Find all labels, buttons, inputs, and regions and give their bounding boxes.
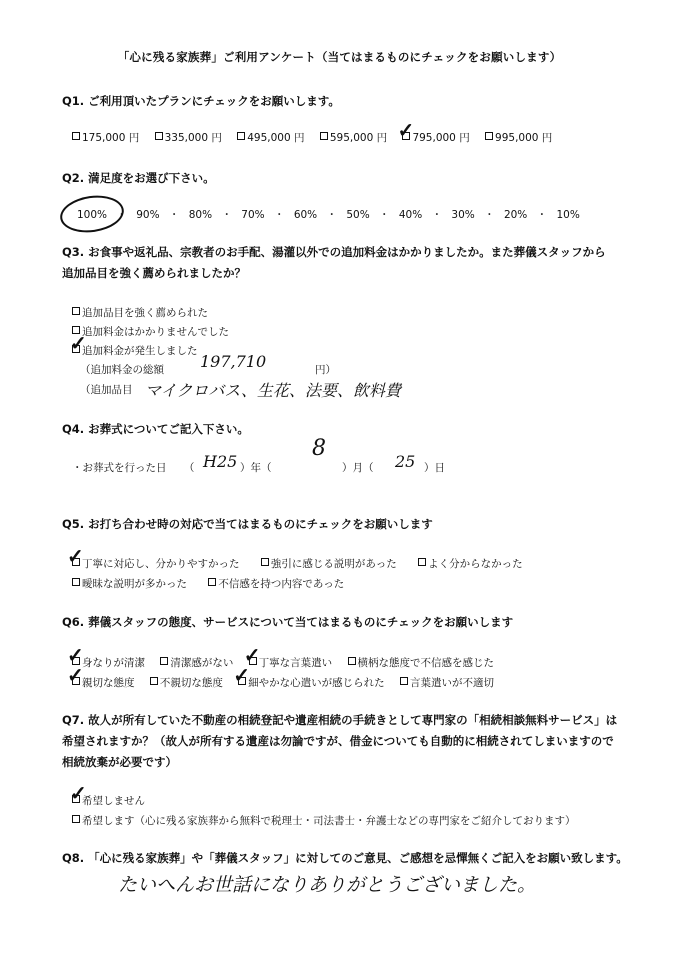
checkbox[interactable] (72, 815, 80, 823)
checkbox[interactable] (160, 657, 168, 665)
q4-day-value: 25 (395, 452, 416, 471)
q8-label: Q8. 「心に残る家族葬」や「葬儀スタッフ」に対してのご意見、ご感想を忌憚無くご記入をお願い致します。 (62, 851, 628, 865)
q2-option-60[interactable]: 60% (293, 209, 318, 221)
check-mark-icon: ✓ (70, 781, 87, 805)
q5-options-row2 (72, 576, 362, 591)
checkbox[interactable] (418, 558, 426, 566)
q1-option-2[interactable]: 335,000 円 (155, 130, 222, 145)
checkbox[interactable] (72, 578, 80, 586)
q3-option-3[interactable]: ✓ 追加料金が発生しました (70, 331, 198, 357)
q6-label: Q6. 葬儀スタッフの態度、サービスについて当てはまるものにチェックをお願いします (62, 615, 514, 629)
q4-label: Q4. お葬式についてご記入下さい。 (62, 422, 249, 436)
checkbox[interactable] (485, 132, 493, 140)
q5-option-pushy[interactable]: 強引に感じる説明があった (261, 556, 397, 571)
q3-option-2[interactable]: 追加料金はかかりませんでした (72, 324, 229, 339)
q3-total-value: 197,710 (200, 352, 267, 371)
q4-year-unit: ）年（ (240, 462, 272, 474)
q2-option-10[interactable]: 10% (556, 209, 580, 221)
q6-option-kind[interactable]: ✓ 親切な態度 (67, 663, 135, 689)
checkbox[interactable] (72, 307, 80, 315)
q5-option-polite[interactable]: ✓ 丁寧に対応し、分かりやすかった (67, 544, 240, 570)
q3-label-line2: 追加品目を強く薦められましたか？ (62, 266, 246, 280)
q3-items-value: マイクロバス、生花、法要、飲料費 (145, 381, 401, 400)
checkbox[interactable] (155, 132, 163, 140)
q4-month-value: 8 (312, 436, 326, 461)
q1-option-1[interactable]: 175,000 円 (72, 130, 139, 145)
q1-option-5[interactable]: ✓ 795,000 円 (397, 118, 470, 144)
survey-title: 「心に残る家族葬」ご利用アンケート（当てはまるものにチェックをお願いします） (117, 50, 562, 64)
q2-option-30[interactable]: 30% (451, 209, 475, 221)
q4-year-value: H25 (203, 452, 238, 471)
check-mark-icon: ✓ (397, 118, 415, 142)
checkbox[interactable] (400, 677, 408, 685)
q1-options (72, 118, 564, 145)
checkbox[interactable] (320, 132, 328, 140)
q2-option-90[interactable]: 90% (136, 209, 160, 221)
checkbox[interactable] (348, 657, 356, 665)
q3-label-line1: Q3. お食事や返礼品、宗教者のお手配、湯灌以外での追加料金はかかりましたか。また葬儀スタッフから (62, 245, 606, 259)
q6-option-thoughtful[interactable]: ✓ 細やかな心遣いが感じられた (233, 663, 385, 689)
q5-option-vague[interactable]: 曖昧な説明が多かった (72, 576, 187, 591)
checkbox[interactable] (150, 677, 158, 685)
q2-option-40[interactable]: 40% (398, 209, 423, 221)
check-mark-icon: ✓ (67, 643, 84, 667)
q5-option-distrust[interactable]: 不信感を持つ内容であった (208, 576, 344, 591)
checkbox[interactable] (208, 578, 216, 586)
q2-option-50[interactable]: 50% (346, 209, 370, 221)
q4-month-unit: ）月（ (342, 462, 374, 474)
q2-option-20[interactable]: 20% (503, 209, 528, 221)
check-mark-icon: ✓ (67, 544, 84, 568)
q5-option-unclear[interactable]: よく分からなかった (418, 556, 523, 571)
q1-option-4[interactable]: 595,000 円 (320, 130, 387, 145)
q7-label-line3: 相続放棄が必要です） (62, 755, 177, 769)
q2-option-80[interactable]: 80% (188, 209, 213, 221)
checkbox[interactable] (237, 132, 245, 140)
q2-option-100[interactable]: 100% (77, 209, 108, 221)
q4-date-row: ・お葬式を行った日 （ (72, 462, 195, 474)
q3-total-unit: 円） (315, 364, 336, 376)
q3-total-row: （追加料金の総額 (80, 364, 164, 376)
q5-label: Q5. お打ち合わせ時の対応で当てはまるものにチェックをお願いします (62, 517, 433, 531)
q3-option-1[interactable]: 追加品目を強く薦められた (72, 305, 208, 320)
q6-option-unkind[interactable]: 不親切な態度 (150, 675, 223, 690)
q8-answer: たいへんお世話になりありがとうございました。 (118, 874, 537, 896)
q6-option-clean[interactable]: ✓ 身なりが清潔 (67, 643, 145, 669)
q7-option-decline[interactable]: ✓ 希望しません (70, 781, 145, 807)
q3-items-label: （追加品目 (80, 384, 133, 396)
q1-option-3[interactable]: 495,000 円 (237, 130, 304, 145)
check-mark-icon: ✓ (67, 663, 84, 687)
q1-label: Q1. ご利用頂いたプランにチェックをお願いします。 (62, 94, 340, 108)
checkbox[interactable] (261, 558, 269, 566)
q2-options: 100% ・ 90% ・ 80% ・ 70% ・ 60% ・ 50% ・ 40% ・ 30% ・ 20% ・ 10% (77, 209, 580, 221)
q6-option-unclean[interactable]: 清潔感がない (160, 655, 233, 670)
q1-option-6[interactable]: 995,000 円 (485, 130, 552, 145)
check-mark-icon: ✓ (70, 331, 87, 355)
check-mark-icon: ✓ (233, 663, 250, 687)
q6-option-arrogant[interactable]: 横柄な態度で不信感を感じた (348, 655, 495, 670)
q4-day-unit: ）日 (424, 462, 445, 474)
checkbox[interactable] (72, 132, 80, 140)
q2-label: Q2. 満足度をお選び下さい。 (62, 171, 215, 185)
q6-options-row1 (67, 643, 506, 670)
q7-label-line1: Q7. 故人が所有していた不動産の相続登記や遺産相続の手続きとして専門家の「相続相談無料サービス」は (62, 713, 618, 727)
q6-option-improper-speech[interactable]: 言葉遣いが不適切 (400, 675, 494, 690)
check-mark-icon: ✓ (243, 643, 261, 667)
q6-option-polite-speech[interactable]: ✓ 丁寧な言葉遣い (243, 643, 333, 669)
q5-options-row1 (67, 544, 541, 571)
q7-option-request[interactable]: 希望します（心に残る家族葬から無料で税理士・司法書士・弁護士などの専門家をご紹介しております） (72, 813, 576, 828)
q7-label-line2: 希望されますか？（故人が所有する遺産は勿論ですが、借金についても自動的に相続されてしまいますので (62, 734, 614, 748)
q2-option-70[interactable]: 70% (241, 209, 265, 221)
